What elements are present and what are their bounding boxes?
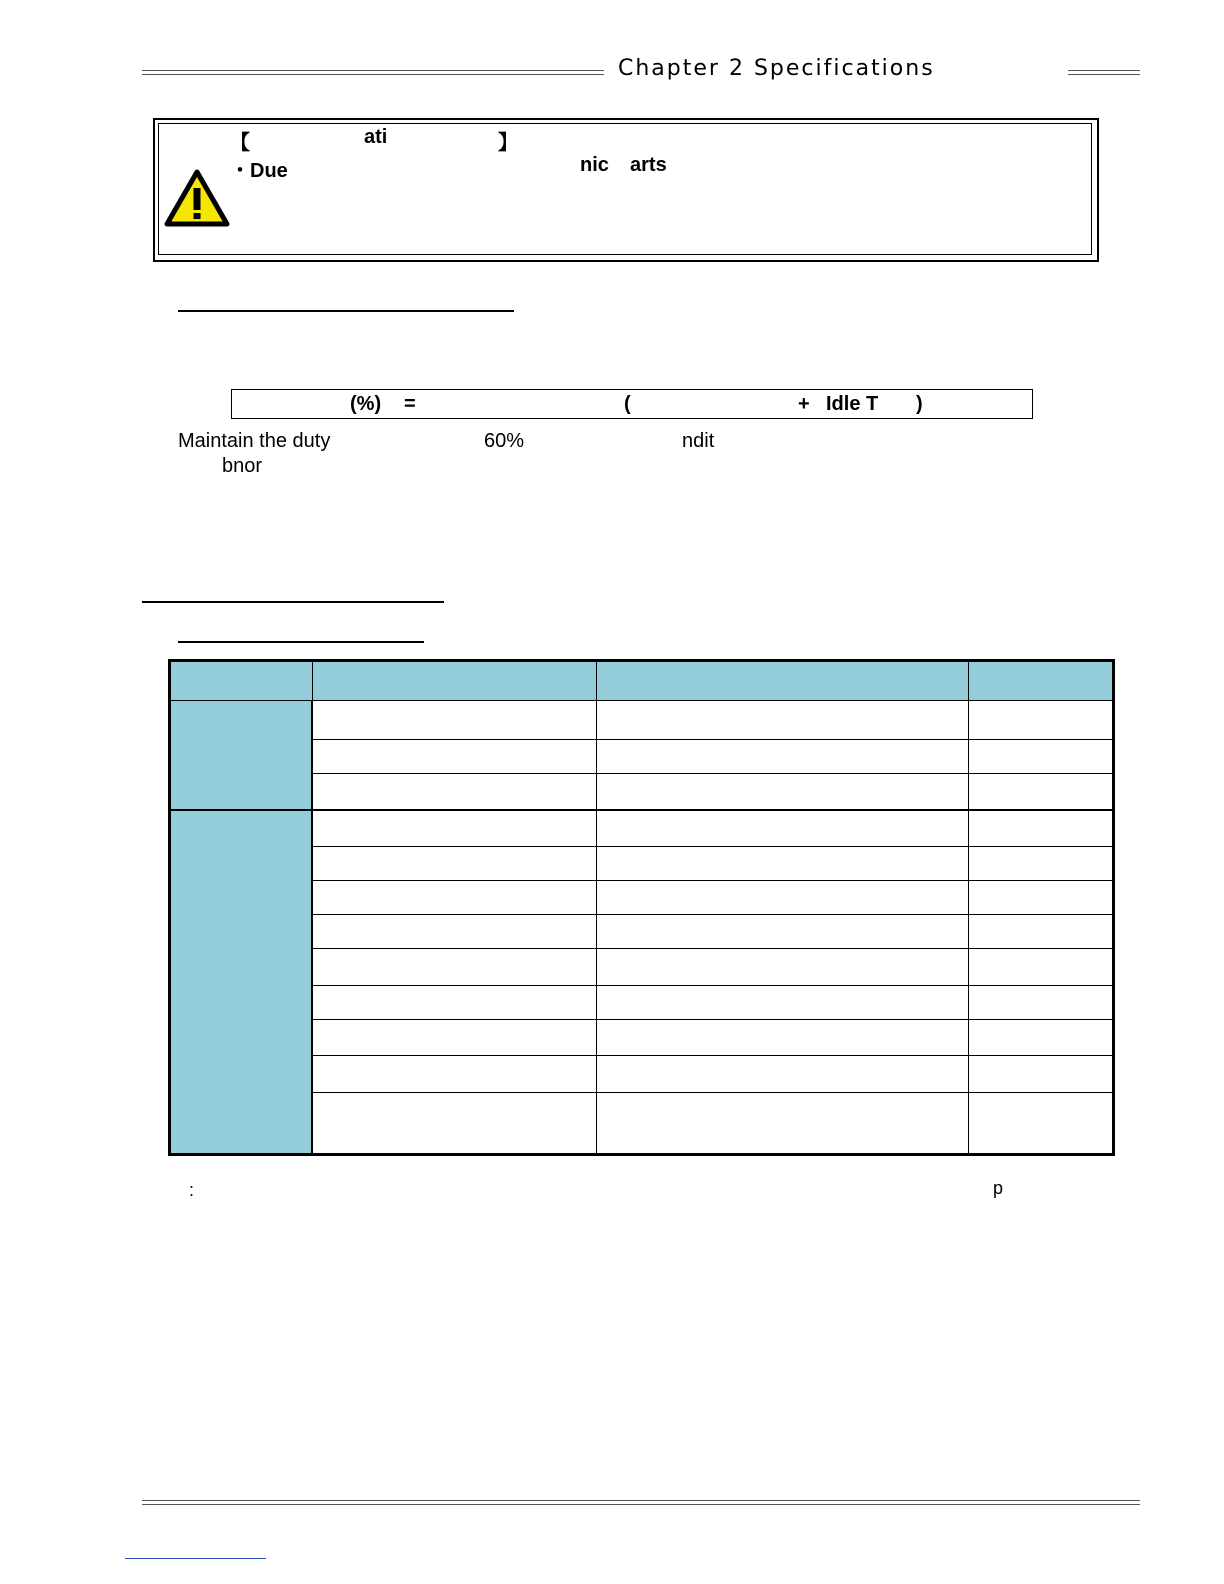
table-row [170, 915, 1114, 949]
table-cell [596, 774, 969, 811]
table-cell [596, 810, 969, 847]
table-cell [312, 1093, 596, 1155]
duty-text-start: Maintain the duty [178, 430, 331, 452]
table-row [170, 1093, 1114, 1155]
table-cell [969, 1056, 1114, 1093]
section-heading-underline [142, 601, 444, 603]
footer-link-underline[interactable] [125, 1558, 266, 1559]
formula-plus: + [798, 393, 810, 415]
table-cell [596, 881, 969, 915]
formula-close-paren: ) [916, 393, 923, 415]
table-cell [969, 847, 1114, 881]
table-cell [312, 1020, 596, 1056]
duty-text-fragment: ndit [682, 430, 715, 452]
table-cell [969, 915, 1114, 949]
caution-bracket-left: 【 [230, 132, 250, 154]
subsection-heading-underline [178, 310, 514, 312]
header-rule-left-top [142, 70, 604, 71]
table-category-cell [170, 701, 313, 811]
table-row [170, 740, 1114, 774]
table-row [170, 810, 1114, 847]
table-cell [312, 847, 596, 881]
table-header-cell [596, 661, 969, 701]
table-cell [596, 701, 969, 740]
warning-triangle-icon [164, 168, 230, 228]
caution-fragment-2: arts [630, 154, 667, 176]
table-cell [312, 1056, 596, 1093]
caution-box-inner [158, 123, 1092, 255]
table-cell [969, 740, 1114, 774]
table-row [170, 847, 1114, 881]
table-header-row [170, 661, 1114, 701]
table-heading-underline [178, 641, 424, 643]
header-rule-right-top [1068, 70, 1140, 71]
table-cell [596, 1093, 969, 1155]
footer-rule-bottom [142, 1504, 1140, 1505]
table-cell [969, 949, 1114, 986]
table-cell [969, 1093, 1114, 1155]
table-cell [596, 1020, 969, 1056]
table-cell [312, 774, 596, 811]
table-cell [969, 986, 1114, 1020]
caution-bracket-right: 】 [498, 132, 518, 154]
table-cell [969, 774, 1114, 811]
table-row [170, 1020, 1114, 1056]
footnote-colon: : [189, 1180, 195, 1200]
table-cell [312, 881, 596, 915]
header-rule-left-bottom [142, 74, 604, 75]
caution-bullet: ・Due [230, 160, 288, 182]
table-row [170, 774, 1114, 811]
formula-equals: = [404, 393, 416, 415]
table-header-cell [312, 661, 596, 701]
table-header-cell [170, 661, 313, 701]
table-cell [596, 949, 969, 986]
table-cell [596, 1056, 969, 1093]
formula-open-paren: ( [624, 393, 631, 415]
table-cell [312, 810, 596, 847]
footnote-fragment: p [993, 1178, 1004, 1198]
table-row [170, 986, 1114, 1020]
table-cell [312, 949, 596, 986]
formula-percent: (%) [350, 393, 382, 415]
formula-idle-label: Idle T [826, 393, 879, 415]
table-row [170, 949, 1114, 986]
chapter-title: Chapter 2 Specifications [618, 56, 935, 81]
specification-table [168, 659, 1115, 1156]
table-cell [596, 915, 969, 949]
table-row [170, 1056, 1114, 1093]
table-cell [312, 915, 596, 949]
table-cell [969, 810, 1114, 847]
footer-rule-top [142, 1500, 1140, 1501]
table-row [170, 881, 1114, 915]
table-cell [312, 740, 596, 774]
table-cell [596, 847, 969, 881]
caution-title-fragment: ati [364, 126, 388, 148]
table-cell [969, 881, 1114, 915]
table-cell [312, 986, 596, 1020]
header-rule-right-bottom [1068, 74, 1140, 75]
table-row [170, 701, 1114, 740]
table-cell [969, 701, 1114, 740]
table-category-cell [170, 810, 313, 1155]
table-cell [969, 1020, 1114, 1056]
table-cell [596, 740, 969, 774]
duty-text-value: 60% [484, 430, 525, 452]
table-cell [596, 986, 969, 1020]
duty-text-line2: bnor [222, 455, 263, 477]
caution-fragment-1: nic [580, 154, 609, 176]
table-header-cell [969, 661, 1114, 701]
table-cell [312, 701, 596, 740]
